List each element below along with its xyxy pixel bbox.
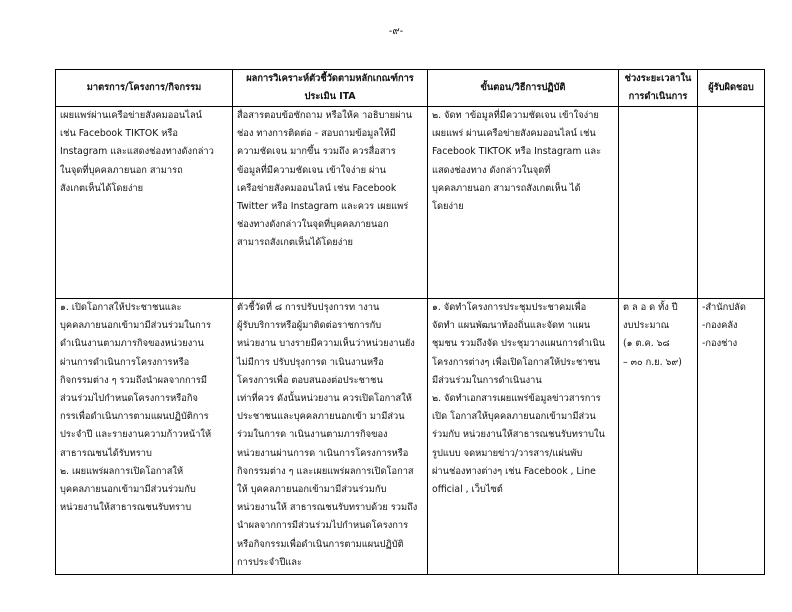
cell-text-line: ๑. เปิดโอกาสให้ประชาชนและ [60, 302, 182, 313]
cell-text-line: ส่วนร่วมไปกำหนดโครงการหรือกิจ [60, 393, 198, 405]
header-analysis: ผลการวิเคราะห์ตัวชี้วัดตามหลักเกณฑ์การประเมิน ITA [233, 70, 428, 107]
cell-text-line: หน่วยงานให้สาธารณชนรับทราบ [60, 502, 192, 514]
cell-text-line: ร่วมกับ หน่วยงานให้สาธารณชนรับทราบใน [432, 429, 605, 441]
header-period: ช่วงระยะเวลาในการดำเนินการ [619, 70, 698, 107]
cell-text-line: บุคคลภายนอกเข้ามามีส่วนร่วมกับ [60, 484, 196, 496]
cell-text-line: กรรเพื่อดำเนินการตามแผนปฏิบัติการ [60, 411, 209, 423]
cell-text-line: เผยแพร่ ผ่านเครือข่ายสังคมออนไลน์ เช่น [432, 128, 596, 140]
header-responsible: ผู้รับผิดชอบ [698, 70, 765, 107]
cell-text-line: ประจำปี และรายงานความก้าวหน้าให้ [60, 429, 212, 441]
cell-text-line: -กองคลัง [702, 320, 738, 332]
row1-period-cell [619, 107, 698, 258]
cell-text-line: สื่อสารตอบข้อซักถาม หรือให้ค าอธิบายผ่าน [237, 110, 413, 121]
cell-text-line: เครือข่ายสังคมออนไลน์ เช่น Facebook [237, 182, 397, 194]
cell-text-line: Twitter หรือ Instagram และควร เผยแพร่ [237, 201, 409, 213]
row2-analysis-cell [233, 299, 428, 575]
cell-text-line: เผยแพร่ผ่านเครือข่ายสังคมออนไลน์ [60, 110, 203, 121]
cell-text-line: ให้ บุคคลภายนอกเข้ามามีส่วนร่วมกับ [237, 484, 387, 496]
cell-text-line: จัดทำ แผนพัฒนาท้องถิ่นและจัดท าแผน [432, 320, 591, 332]
cell-text-line: กิจกรรมต่าง ๆ รวมถึงนำผลจากการมี [60, 374, 208, 386]
cell-text-line: ดำเนินงานตามภารกิจของหน่วยงาน [60, 338, 204, 350]
cell-text-line: สามารถสังเกตเห็นได้โดยง่าย [237, 237, 353, 249]
cell-text-line: หน่วยงานให้ สาธารณชนรับทราบด้วย รวมถึง [237, 502, 418, 514]
cell-text-line: มีส่วนร่วมในการดำเนินงาน [432, 374, 542, 386]
cell-text-line: โดยง่าย [432, 201, 464, 213]
table-row [56, 107, 765, 258]
cell-text-line: ๒. เผยแพร่ผลการเปิดโอกาสให้ [60, 465, 184, 477]
table-header-row [56, 70, 765, 107]
cell-text-line: กิจกรรมต่าง ๆ และเผยแพร่ผลการเปิดโอกาส [237, 465, 414, 477]
cell-text-line: โครงการเพื่อ ตอบสนองต่อประชาชน [237, 374, 383, 386]
cell-text-line: เช่น Facebook TIKTOK หรือ [60, 128, 178, 140]
row2-steps-cell [428, 299, 619, 575]
cell-text-line: หน่วยงาน บางรายมีความเห็นว่าหน่วยงานยัง [237, 338, 415, 350]
cell-text-line: ประชาชนและบุคคลภายนอกเข้า มามีส่วน [237, 411, 405, 423]
header-steps: ขั้นตอน/วิธีการปฏิบัติ [428, 70, 619, 107]
cell-text-line: ไม่มีการ ปรับปรุงการด าเนินงานหรือ [237, 356, 384, 368]
row1-steps-cell [428, 107, 619, 258]
cell-text-line: เท่าที่ควร ดังนั้นหน่วยงาน ควรเปิดโอกาสให้ [237, 393, 412, 405]
cell-text-line: สังเกตเห็นได้โดยง่าย [60, 182, 144, 194]
cell-text-line: ๒. จัดท าข้อมูลที่มีความชัดเจน เข้าใจง่าย [432, 110, 599, 121]
action-plan-table [55, 69, 765, 575]
cell-text-line: ๑. จัดทำโครงการประชุมประชาคมเพื่อ [432, 302, 587, 313]
cell-text-line: -กองช่าง [702, 338, 738, 350]
cell-text-line: ช่องทางดังกล่าวในจุดที่บุคคลภายนอก [237, 219, 389, 231]
cell-text-line: การประจำปีและ [237, 556, 302, 568]
cell-text-line: (๑ ต.ค. ๖๘ [623, 338, 670, 350]
page-number: -๙- [388, 26, 404, 37]
cell-text-line: เปิด โอกาสให้บุคคลภายนอกเข้ามามีส่วน [432, 411, 596, 423]
cell-text-line: ในจุดที่บุคคลภายนอก สามารถ [60, 164, 183, 176]
cell-text-line: – ๓๐ ก.ย. ๖๙) [623, 356, 682, 368]
cell-text-line: ต ล อ ด ทั้ง ปี [623, 302, 678, 313]
row2-period-cell [619, 299, 698, 575]
cell-text-line: บุคคลภายนอกเข้ามามีส่วนร่วมในการ [60, 320, 211, 332]
cell-text-line: โครงการต่างๆ เพื่อเปิดโอกาสให้ประชาชน [432, 356, 601, 368]
cell-text-line: ร่วมในการด าเนินงานตามภารกิจของ [237, 429, 388, 441]
cell-text-line: หน่วยงานผ่านการด าเนินการโครงการหรือ [237, 447, 409, 459]
cell-text-line: หรือกิจกรรมเพื่อดำเนินการตามแผนปฏิบัติ [237, 538, 404, 550]
cell-text-line: รูปแบบ จดหมายข่าว/วารสาร/แผ่นพับ [432, 447, 583, 459]
cell-text-line: official , เว็บไซต์ [432, 484, 503, 496]
cell-text-line: ตัวชี้วัดที่ ๘ การปรับปรุงการท างาน [237, 302, 380, 313]
cell-text-line: งบประมาณ [623, 320, 670, 332]
cell-text-line: นำผลจากการมีส่วนร่วมไปกำหนดโครงการ [237, 520, 409, 532]
row2-responsible-cell [698, 299, 765, 575]
table-row-spacer [56, 258, 765, 299]
row1-responsible-cell [698, 107, 765, 258]
row1-measure-cell [56, 107, 233, 258]
cell-text-line: Instagram และแสดงช่องทางดังกล่าว [60, 146, 214, 158]
cell-text-line: Facebook TIKTOK หรือ Instagram และ [432, 146, 602, 158]
cell-text-line: สาธารณชนได้รับทราบ [60, 447, 152, 459]
row2-measure-cell [56, 299, 233, 575]
cell-text-line: ผ่านช่องทางต่างๆ เช่น Facebook , Line [432, 465, 596, 477]
table-row [56, 299, 765, 575]
cell-text-line: ๒. จัดทำเอกสารเผยแพร่ข้อมูลข่าวสารการ [432, 393, 601, 405]
cell-text-line: ชุมชน รวมถึงจัด ประชุมวางแผนการดำเนิน [432, 338, 606, 350]
cell-text-line: ความชัดเจน มากขึ้น รวมถึง ควรสื่อสาร [237, 146, 396, 158]
cell-text-line: บุคคลภายนอก สามารถสังเกตเห็น ได้ [432, 182, 581, 194]
cell-text-line: -สำนักปลัด [702, 302, 746, 313]
cell-text-line: ผู้รับบริการหรือผู้มาติดต่อราชการกับ [237, 320, 382, 332]
cell-text-line: ข้อมูลที่มีความชัดเจน เข้าใจง่าย ผ่าน [237, 164, 387, 176]
cell-text-line: แสดงช่องทาง ดังกล่าวในจุดที่ [432, 164, 551, 176]
cell-text-line: ช่อง ทางการติดต่อ - สอบถามข้อมูลให้มี [237, 128, 396, 140]
row1-analysis-cell [233, 107, 428, 258]
cell-text-line: ผ่านการดำเนินการโครงการหรือ [60, 356, 190, 368]
header-measure: มาตรการ/โครงการ/กิจกรรม [56, 70, 233, 107]
